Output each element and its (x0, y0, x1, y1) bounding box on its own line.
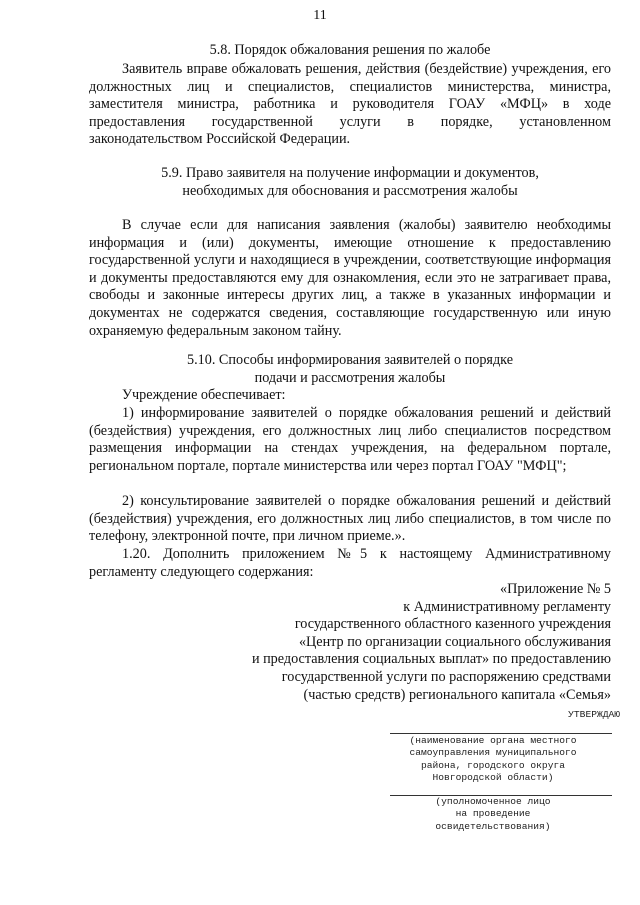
person-caption-line-1: (уполномоченное лицо (435, 796, 551, 807)
section-5-10-heading-line1: 5.10. Способы информирования заявителей о порядке (186, 352, 514, 368)
org-caption (378, 735, 608, 785)
clause-1-20-text: 1.20. Дополнить приложением №5 к настоящему Административному регламенту следующего содержания: (89, 546, 611, 580)
person-caption-line-2: на проведение (455, 808, 531, 820)
appendix-line-1: «Приложение № 5 (500, 581, 611, 597)
org-caption-line-2: самоуправления муниципального (409, 747, 577, 759)
section-5-10-item-1: 1) информирование заявителей о порядке обжалования решений и действий (бездействия) учреждения, его должностных лиц либо специалистов посредством размещения информации на стендах учреждения, на федеральном портале, региональном портале, портале министерства или через портал ГОАУ "МФЦ"; (89, 405, 611, 474)
person-caption (378, 796, 608, 833)
section-5-10-heading (89, 352, 611, 387)
appendix-line-5: и предоставления социальных выплат» по предоставлению (251, 651, 611, 668)
appendix-line-4: «Центр по организации социального обслуживания (298, 633, 611, 650)
approve-label: УТВЕРЖДАЮ (568, 709, 620, 720)
section-5-9-text: В случае если для написания заявления (жалобы) заявителю необходимы информация и (или) документы, имеющие отношение к предоставлению государственной услуги и находящиеся в учреждении, соответствующие информация и документы предоставляются ему для ознакомления, если это не затрагивает права, свободы и законные интересы других лиц, а также в указанных информации и документах не содержатся сведения, составляющие государственную или иную охраняемую федеральным законом тайну. (89, 217, 611, 339)
section-5-10-intro: Учреждение обеспечивает: (122, 387, 286, 403)
section-5-9-heading-line2: необходимых для обоснования и рассмотрения жалобы (182, 182, 518, 199)
appendix-header (180, 581, 611, 704)
org-caption-line-3: района, городского округа (421, 759, 565, 771)
appendix-line-6: государственной услуги по распоряжению средствами (281, 668, 611, 685)
org-caption-line-1: (наименование органа местного (409, 735, 577, 746)
section-5-9-heading (89, 165, 611, 200)
section-5-10-heading-line2: подачи и рассмотрения жалобы (254, 369, 446, 386)
section-5-10-item-2: 2) консультирование заявителей о порядке обжалования решений и действий (бездействия) учреждения, его должностных лиц либо специалистов, в том числе по телефону, электронной почте, при личном приеме.». (89, 493, 611, 545)
section-5-8-heading: 5.8. Порядок обжалования решения по жалобе (209, 42, 491, 58)
section-5-9-heading-line1: 5.9. Право заявителя на получение информации и документов, (161, 165, 539, 181)
person-caption-line-3: освидетельствования) (435, 820, 551, 832)
page-number: 11 (313, 8, 327, 23)
org-signature-line (390, 733, 612, 734)
section-5-8-text: Заявитель вправе обжаловать решения, действия (бездействие) учреждения, его должностных лиц и специалистов, специалистов министерства, министра, заместителя министра, работника и руководителя ГОАУ «МФЦ» в ходе предоставления государственной услуги в порядке, установленном законодательством Российской Федерации. (89, 61, 611, 148)
appendix-line-7: (частью средств) регионального капитала «Семья» (303, 686, 611, 703)
appendix-line-2: к Административному регламенту (403, 598, 611, 615)
appendix-line-3: государственного областного казенного учреждения (294, 616, 611, 633)
org-caption-line-4: Новгородской области) (432, 772, 554, 784)
